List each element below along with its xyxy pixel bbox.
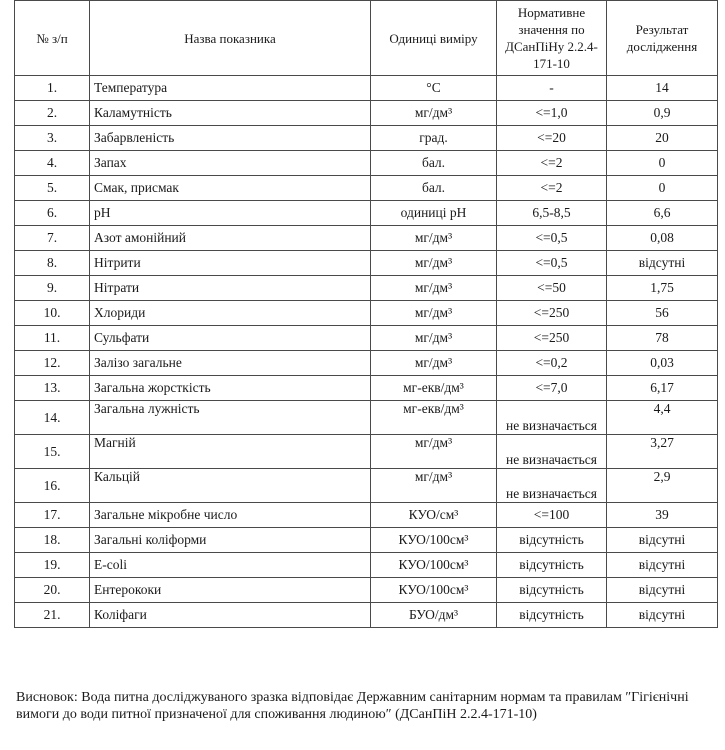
normative-value: не визначається (497, 469, 607, 503)
indicator-name: Загальне мікробне число (90, 503, 371, 528)
test-result: 2,9 (607, 469, 718, 503)
table-row (15, 301, 718, 326)
normative-value: <=250 (497, 301, 607, 326)
indicator-name: Коліфаги (90, 603, 371, 628)
unit-of-measure: мг/дм³ (371, 101, 497, 126)
unit-of-measure: БУО/дм³ (371, 603, 497, 628)
unit-of-measure: мг/дм³ (371, 435, 497, 469)
table-row (15, 351, 718, 376)
test-result: 6,6 (607, 201, 718, 226)
unit-of-measure: °С (371, 76, 497, 101)
unit-of-measure: КУО/100см³ (371, 578, 497, 603)
row-number: 16. (15, 469, 90, 503)
test-result: 0 (607, 151, 718, 176)
test-result: 4,4 (607, 401, 718, 435)
table-row (15, 603, 718, 628)
conclusion-text: Висновок: Вода питна досліджуваного зразка відповідає Державним санітарним нормам та правилам ″Гігієнічні вимоги до води питної призначеної для споживання людиною″ (ДСанПіН 2.2.4-171-10) (16, 690, 689, 722)
header-unit: Одиниці виміру (371, 1, 497, 76)
indicator-name: Хлориди (90, 301, 371, 326)
table-row (15, 176, 718, 201)
table-row (15, 503, 718, 528)
table-row (15, 553, 718, 578)
table-row (15, 151, 718, 176)
unit-of-measure: КУО/100см³ (371, 553, 497, 578)
unit-of-measure: мг/дм³ (371, 226, 497, 251)
row-number: 14. (15, 401, 90, 435)
test-result: 3,27 (607, 435, 718, 469)
row-number: 12. (15, 351, 90, 376)
row-number: 2. (15, 101, 90, 126)
unit-of-measure: одиниці pH (371, 201, 497, 226)
table-row (15, 101, 718, 126)
indicator-name: Каламутність (90, 101, 371, 126)
unit-of-measure: мг-екв/дм³ (371, 376, 497, 401)
row-number: 10. (15, 301, 90, 326)
indicator-name: Запах (90, 151, 371, 176)
table-row (15, 578, 718, 603)
unit-of-measure: мг/дм³ (371, 351, 497, 376)
indicator-name: Загальна лужність (90, 401, 371, 435)
normative-value: <=0,5 (497, 251, 607, 276)
unit-of-measure: мг-екв/дм³ (371, 401, 497, 435)
table-row (15, 435, 718, 469)
test-result: 0,03 (607, 351, 718, 376)
table-row (15, 528, 718, 553)
row-number: 13. (15, 376, 90, 401)
indicator-name: Нітрити (90, 251, 371, 276)
normative-value: <=1,0 (497, 101, 607, 126)
unit-of-measure: мг/дм³ (371, 469, 497, 503)
normative-value: <=50 (497, 276, 607, 301)
normative-value: відсутність (497, 603, 607, 628)
table-header-row (15, 1, 718, 76)
row-number: 20. (15, 578, 90, 603)
test-result: 0,08 (607, 226, 718, 251)
indicator-name: Загальні коліформи (90, 528, 371, 553)
row-number: 17. (15, 503, 90, 528)
unit-of-measure: КУО/см³ (371, 503, 497, 528)
row-number: 21. (15, 603, 90, 628)
indicator-name: Сульфати (90, 326, 371, 351)
table-row (15, 376, 718, 401)
test-result: відсутні (607, 528, 718, 553)
row-number: 6. (15, 201, 90, 226)
row-number: 3. (15, 126, 90, 151)
row-number: 19. (15, 553, 90, 578)
header-norm: Нормативне значення по ДСанПіНу 2.2.4-171-10 (497, 1, 607, 76)
row-number: 7. (15, 226, 90, 251)
normative-value: <=250 (497, 326, 607, 351)
table-row (15, 126, 718, 151)
row-number: 18. (15, 528, 90, 553)
indicator-name: Смак, присмак (90, 176, 371, 201)
test-result: відсутні (607, 578, 718, 603)
indicator-name: Загальна жорсткість (90, 376, 371, 401)
row-number: 9. (15, 276, 90, 301)
normative-value: <=2 (497, 151, 607, 176)
normative-value: не визначається (497, 401, 607, 435)
table-row (15, 226, 718, 251)
test-result: 20 (607, 126, 718, 151)
test-result: 56 (607, 301, 718, 326)
row-number: 1. (15, 76, 90, 101)
normative-value: <=0,2 (497, 351, 607, 376)
indicator-name: Забарвленість (90, 126, 371, 151)
table-row (15, 276, 718, 301)
header-name: Назва показника (90, 1, 371, 76)
normative-value: відсутність (497, 578, 607, 603)
normative-value: <=2 (497, 176, 607, 201)
row-number: 5. (15, 176, 90, 201)
indicator-name: Залізо загальне (90, 351, 371, 376)
unit-of-measure: бал. (371, 176, 497, 201)
normative-value: - (497, 76, 607, 101)
normative-value: відсутність (497, 553, 607, 578)
indicator-name: pH (90, 201, 371, 226)
table-row (15, 401, 718, 435)
normative-value: 6,5-8,5 (497, 201, 607, 226)
unit-of-measure: мг/дм³ (371, 301, 497, 326)
table-row (15, 469, 718, 503)
row-number: 8. (15, 251, 90, 276)
test-result: відсутні (607, 603, 718, 628)
header-result: Результат дослідження (607, 1, 718, 76)
normative-value: <=0,5 (497, 226, 607, 251)
test-result: 0 (607, 176, 718, 201)
normative-value: <=7,0 (497, 376, 607, 401)
indicator-name: Температура (90, 76, 371, 101)
unit-of-measure: мг/дм³ (371, 276, 497, 301)
row-number: 15. (15, 435, 90, 469)
indicator-name: Нітрати (90, 276, 371, 301)
indicator-name: E-coli (90, 553, 371, 578)
test-result: 6,17 (607, 376, 718, 401)
unit-of-measure: бал. (371, 151, 497, 176)
row-number: 11. (15, 326, 90, 351)
table-row (15, 251, 718, 276)
table-body (15, 76, 718, 628)
test-result: 1,75 (607, 276, 718, 301)
test-result: відсутні (607, 251, 718, 276)
header-num: № з/п (15, 1, 90, 76)
indicator-name: Магній (90, 435, 371, 469)
normative-value: <=20 (497, 126, 607, 151)
table-row (15, 76, 718, 101)
normative-value: <=100 (497, 503, 607, 528)
test-result: відсутні (607, 553, 718, 578)
unit-of-measure: мг/дм³ (371, 251, 497, 276)
unit-of-measure: КУО/100см³ (371, 528, 497, 553)
unit-of-measure: мг/дм³ (371, 326, 497, 351)
test-result: 78 (607, 326, 718, 351)
indicator-name: Ентерококи (90, 578, 371, 603)
test-result: 14 (607, 76, 718, 101)
unit-of-measure: град. (371, 126, 497, 151)
test-result: 39 (607, 503, 718, 528)
table-row (15, 201, 718, 226)
indicator-name: Кальцій (90, 469, 371, 503)
normative-value: відсутність (497, 528, 607, 553)
normative-value: не визначається (497, 435, 607, 469)
water-analysis-table (14, 0, 718, 628)
table-row (15, 326, 718, 351)
row-number: 4. (15, 151, 90, 176)
test-result: 0,9 (607, 101, 718, 126)
indicator-name: Азот амонійний (90, 226, 371, 251)
